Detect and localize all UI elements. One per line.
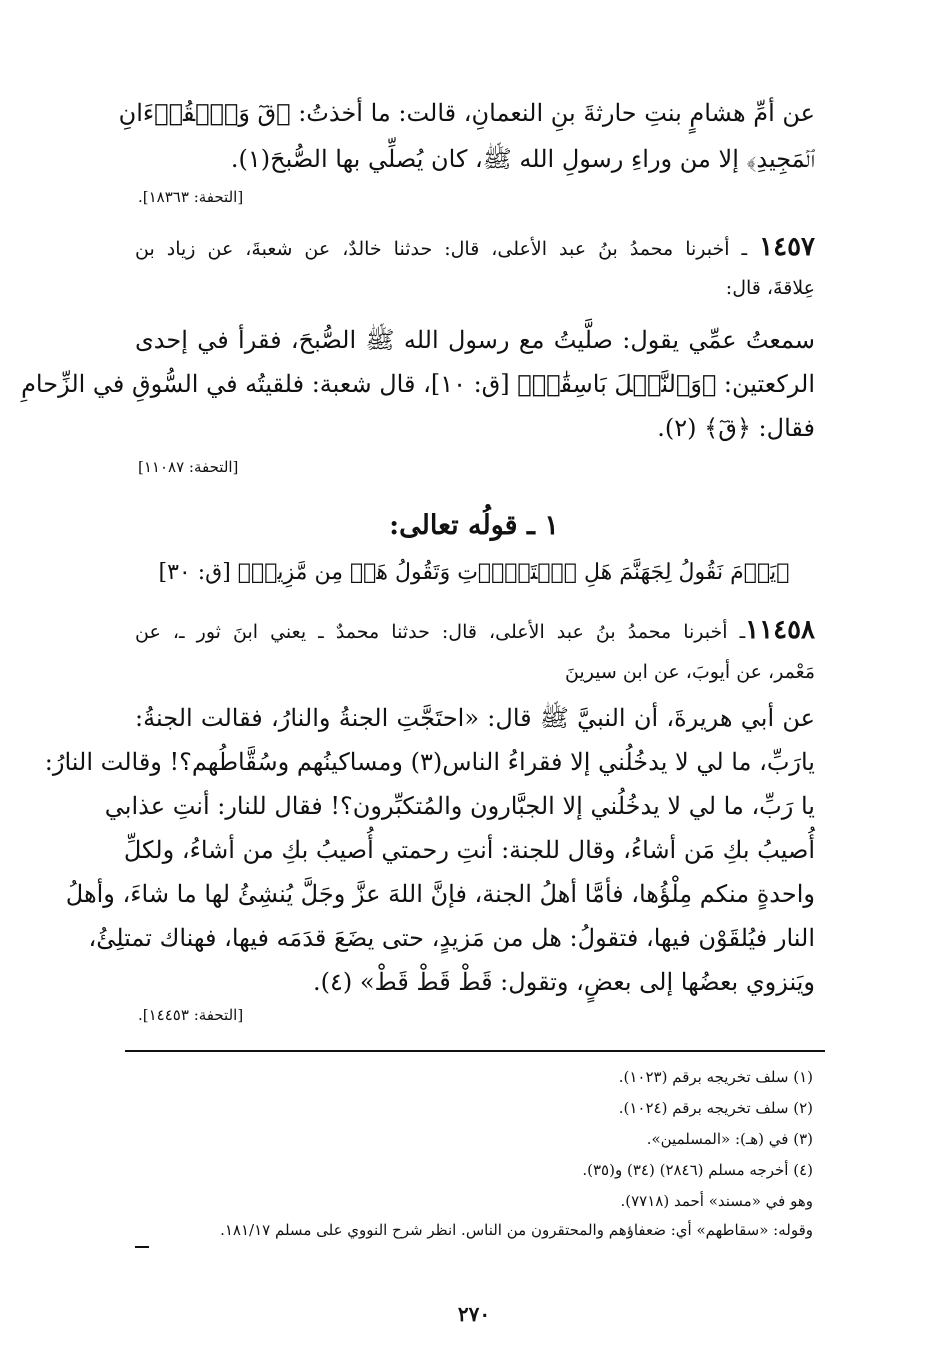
page-number: ٢٧٠ [457, 1302, 491, 1326]
hadith-text-line: سمعتُ عمِّي يقول: صلَّيتُ مع رسول الله ﷺ الصُّبحَ، فقرأ في إحدى [135, 326, 815, 354]
hadith-text-line: فقال: ﴿قٓ﴾ (٢). [657, 414, 815, 442]
section-heading: ١ ـ قولُه تعالى: [389, 510, 559, 541]
hadith-text-line: واحدةٍ منكم مِلْؤُها، فأمَّا أهلُ الجنة، فإنَّ اللهَ عزَّ وجَلَّ يُنشِئُ لها ما شاءَ، وأهلُ [65, 880, 815, 908]
hadith-text-line: أُصيبُ بكِ مَن أشاءُ، وقال للجنة: أنتِ رحمتي أُصيبُ بكِ من أشاءُ، ولكلِّ [123, 836, 815, 864]
hadith-chain-text: ـ أخبرنا محمدُ بنُ عبد الأعلى، قال: حدثنا محمدٌ ـ يعني ابنَ ثور ـ، عن [135, 621, 746, 643]
tuhfa-reference: [التحفة: ١٨٣٦٣]. [138, 188, 244, 206]
footnote: وهو في «مسند» أحمد (٧٧١٨). [620, 1192, 813, 1210]
hadith-text-line: ويَنزوي بعضُها إلى بعضٍ، وتقول: قَطْ قَطْ قَطْ» (٤). [312, 968, 815, 996]
footnote: (٢) سلف تخريجه برقم (١٠٢٤). [618, 1099, 813, 1117]
hadith-chain-line: مَعْمر، عن أيوبَ، عن ابن سيرينَ [564, 661, 815, 683]
hadith-chain-text: ـ أخبرنا محمدُ بنُ عبد الأعلى، قال: حدثنا خالدٌ، عن شعبةَ، عن زياد بن [135, 238, 760, 260]
hadith-text-line: يارَبِّ، ما لي لا يدخُلُني إلا فقراءُ الناس(٣) ومساكينُهم وسُقَّاطُهم؟! وقالت النارُ: [44, 748, 815, 776]
hadith-text-line: عن أمِّ هشامٍ بنتِ حارثةَ بنِ النعمانِ، قالت: ما أخذتُ: ﴿قٓ وَٱلۡقُرۡءَانِ [118, 99, 815, 127]
footnote: (١) سلف تخريجه برقم (١٠٢٣). [618, 1068, 813, 1086]
hadith-chain-line [135, 608, 815, 654]
hadith-chain-line: عِلاقةَ، قال: [725, 277, 815, 299]
hadith-number: ١١٤٥٨ [745, 615, 815, 645]
footnote-separator [125, 1050, 825, 1052]
hadith-text-line: يا رَبِّ، ما لي لا يدخُلُني إلا الجبَّارون والمُتكبِّرون؟! فقال للنار: أنتِ عذابي [104, 792, 815, 820]
footnote-end-mark [135, 1246, 149, 1248]
hadith-text-line: ٱلۡمَجِيدِ﴾ إلا من وراءِ رسولِ الله ﷺ، كان يُصلِّي بها الصُّبحَ(١). [230, 145, 815, 173]
hadith-number: ١٤٥٧ [759, 232, 815, 262]
hadith-text-line: عن أبي هريرةَ، أن النبيَّ ﷺ قال: «احتَجَّتِ الجنةُ والنارُ، فقالت الجنةُ: [135, 704, 815, 732]
quran-verse: ﴿يَوۡمَ نَقُولُ لِجَهَنَّمَ هَلِ ٱمۡتَلَأۡتِ وَتَقُولُ هَلۡ مِن مَّزِيدٖ﴾ [ق: ٣٠] [158, 560, 790, 585]
footnote: وقوله: «سقاطهم» أي: ضعفاؤهم والمحتقرون من الناس. انظر شرح النووي على مسلم ١٨١/١٧. [220, 1221, 813, 1239]
footnote: (٤) أخرجه مسلم (٢٨٤٦) (٣٤) و(٣٥). [582, 1161, 813, 1179]
tuhfa-reference: [التحفة: ١٤٤٥٣]. [138, 1006, 244, 1024]
hadith-text-line: الركعتين: ﴿وَٱلنَّخۡلَ بَاسِقَٰتٖ﴾ [ق: ١٠]، قال شعبة: فلقيتُه في السُّوقِ في الزِّحامِ [21, 370, 815, 398]
footnote: (٣) في (هـ): «المسلمين». [646, 1130, 813, 1148]
hadith-chain-line [135, 225, 815, 271]
tuhfa-reference: [التحفة: ١١٠٨٧] [138, 458, 239, 476]
hadith-text-line: النار فيُلقَوْن فيها، فتقولُ: هل من مَزيدٍ، حتى يضَعَ قدَمَه فيها، فهناك تمتلِئُ، [88, 924, 815, 952]
